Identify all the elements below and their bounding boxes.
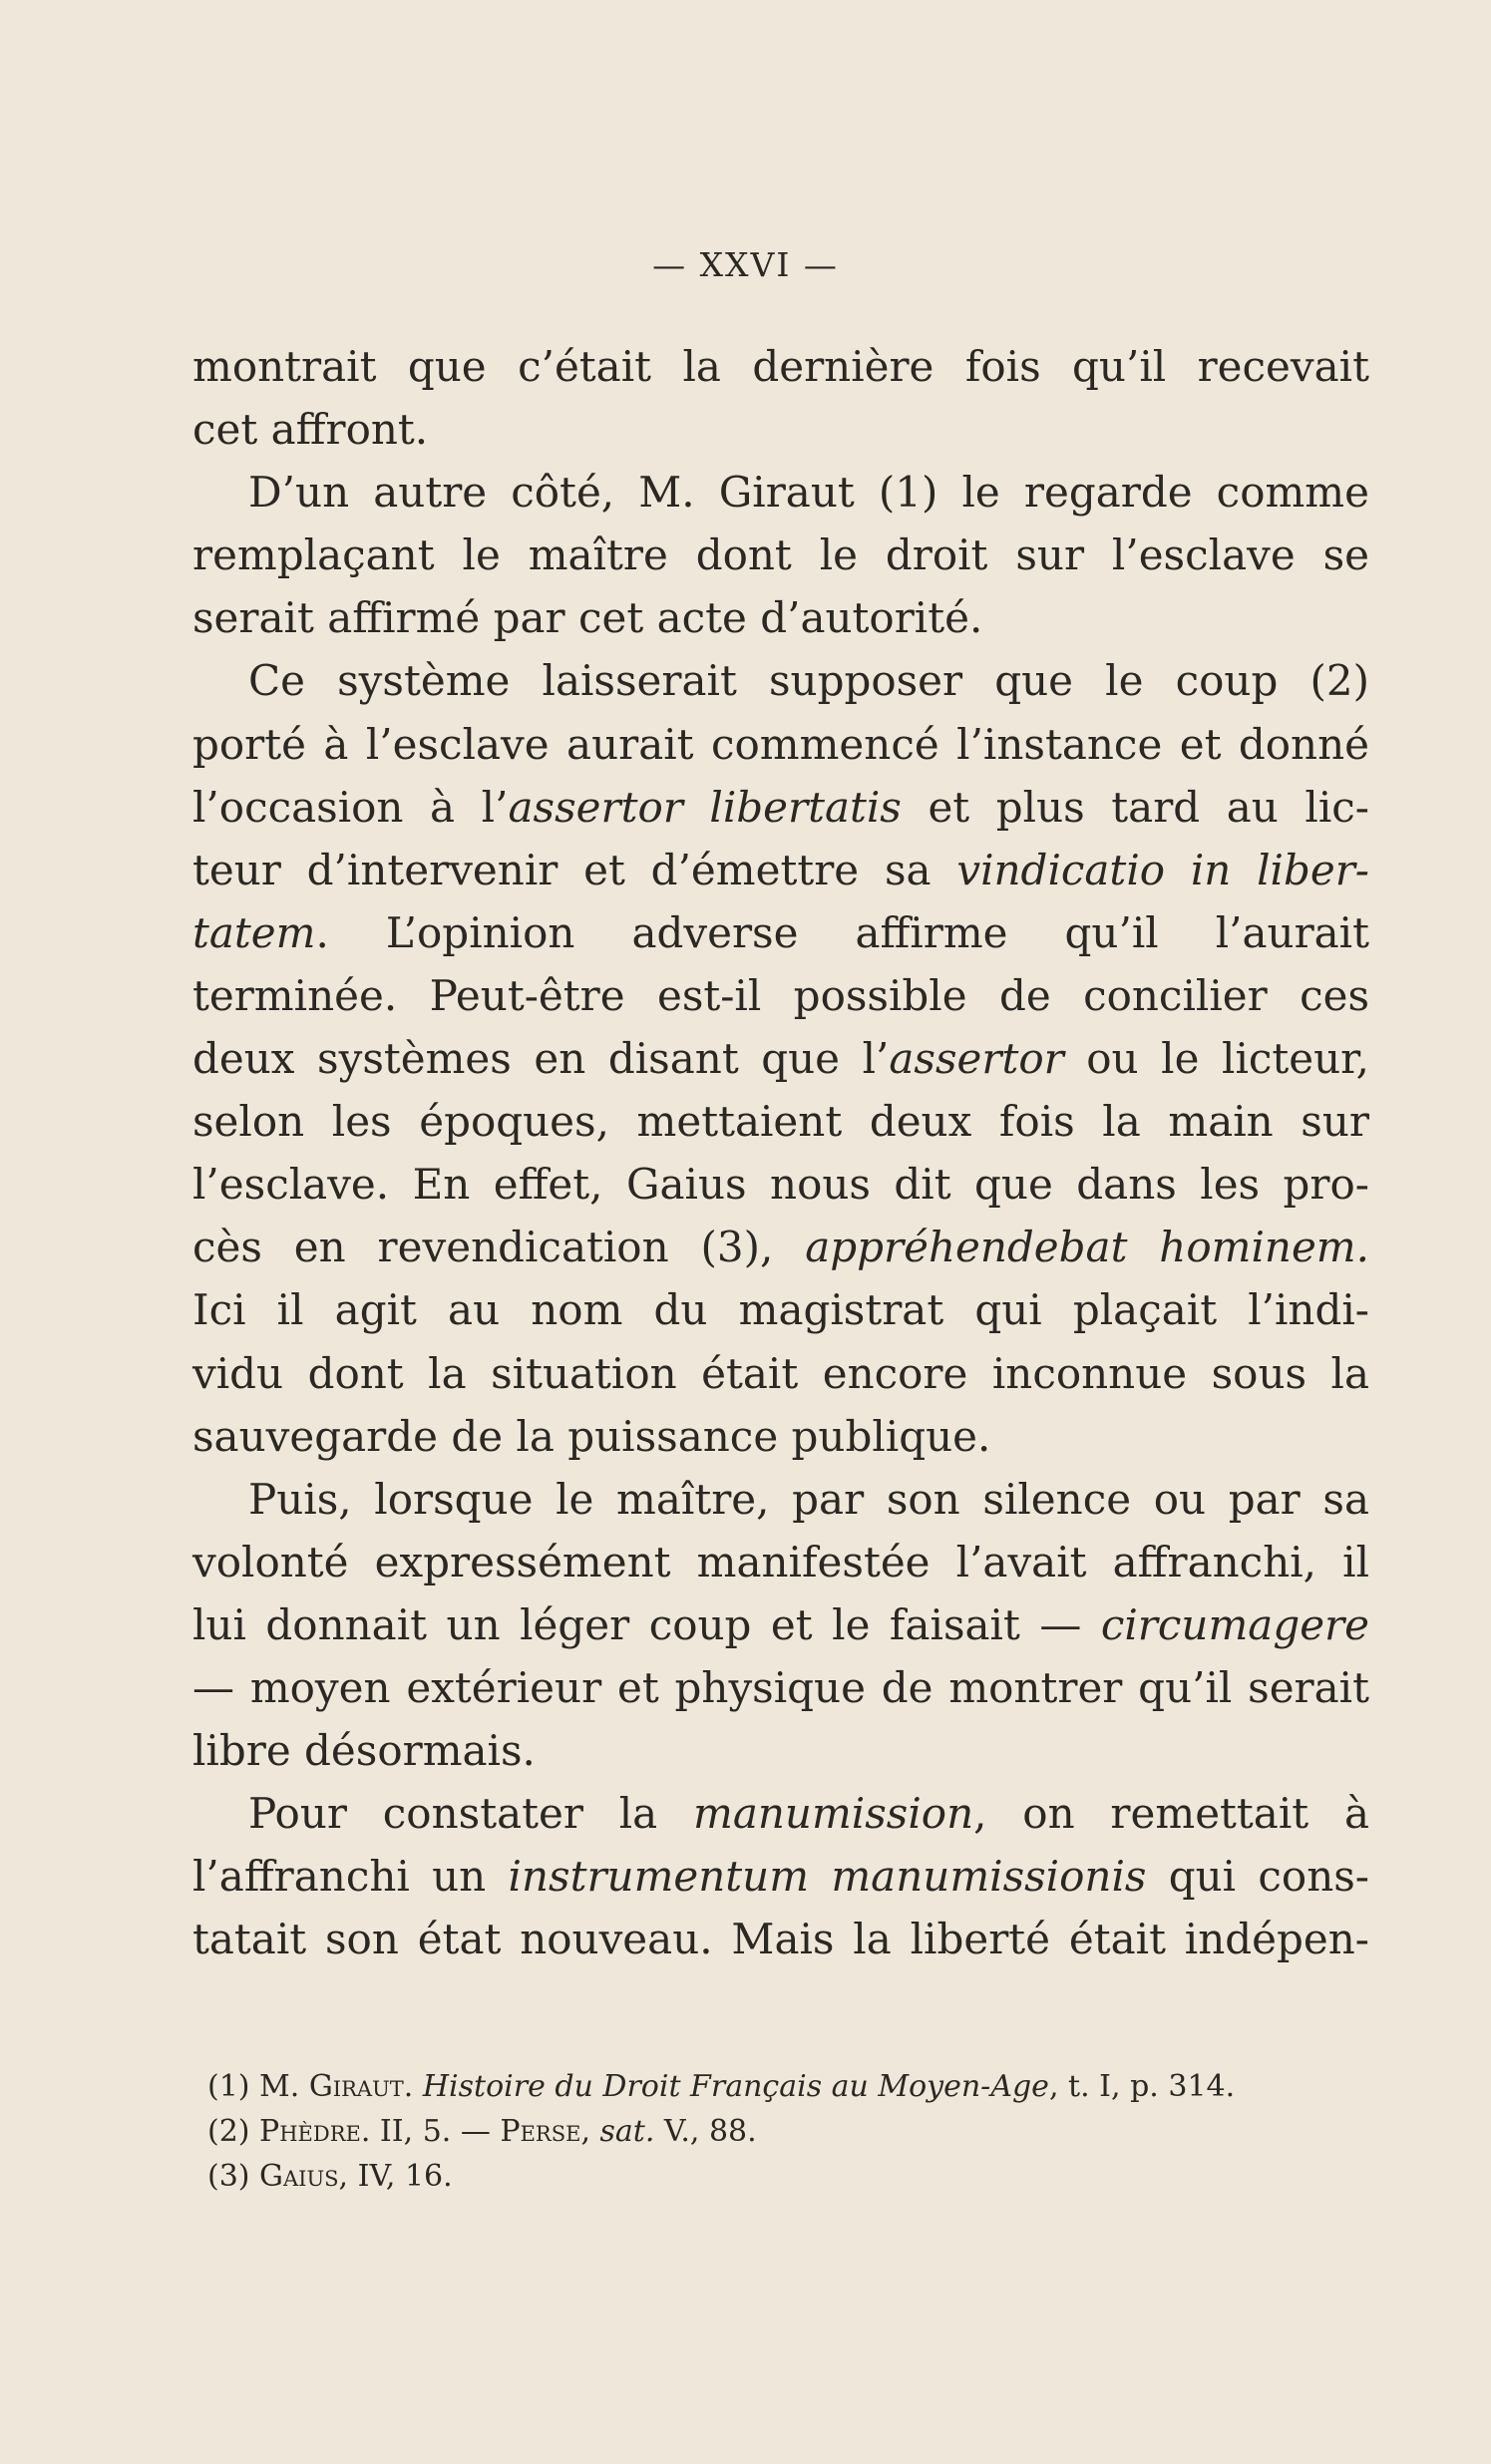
text-run: selon les époques, mettaient deux fois la main sur — [192, 1097, 1369, 1147]
text-run: libre désormais. — [192, 1726, 536, 1776]
text-line — [192, 1153, 1369, 1216]
italic-text: circumagere — [1100, 1599, 1369, 1649]
italic-text: Histoire du Droit Français au Moyen-Age — [422, 2069, 1049, 2104]
text-line — [192, 1908, 1369, 1970]
text-line — [192, 776, 1369, 839]
text-run: , IV, 16. — [338, 2159, 453, 2194]
text-run: deux systèmes en disant que l’ — [192, 1034, 890, 1084]
text-run: lui donnait un léger coup et le faisait — — [192, 1599, 1101, 1649]
footnote — [207, 2109, 1374, 2154]
text-run: (1) M. — [207, 2069, 309, 2104]
text-line — [192, 1090, 1369, 1153]
text-run: remplaçant le maître dont le droit sur l’esclave se — [192, 530, 1369, 580]
text-run: et plus tard au lic- — [901, 782, 1369, 832]
text-run: ou le licteur, — [1063, 1034, 1369, 1084]
text-run: , — [580, 2114, 600, 2149]
text-line — [192, 398, 1369, 461]
text-line — [192, 1278, 1369, 1341]
text-run: , t. I, p. 314. — [1048, 2069, 1236, 2104]
footnote — [207, 2064, 1374, 2109]
text-run: terminée. Peut-être est-il possible de concilier ces — [192, 970, 1369, 1020]
text-run: volonté expressément manifestée l’avait affranchi, il — [192, 1537, 1369, 1586]
text-line — [192, 335, 1369, 398]
text-line — [192, 1216, 1369, 1278]
body-text — [192, 335, 1369, 1970]
text-run: qui cons- — [1146, 1852, 1369, 1902]
text-line — [192, 649, 1369, 712]
italic-text: sat. — [599, 2114, 655, 2149]
text-run: l’affranchi un — [192, 1852, 509, 1902]
text-run: Ici il agit au nom du magistrat qui plaçait l’indi- — [192, 1285, 1369, 1335]
italic-text: tatem — [192, 907, 316, 957]
text-run: . L’opinion adverse affirme qu’il l’aurait — [315, 907, 1369, 957]
text-run: cès en revendication (3), — [192, 1223, 806, 1272]
text-run: l’occasion à l’ — [192, 782, 509, 832]
paragraph — [192, 649, 1369, 1467]
text-line — [192, 1845, 1369, 1908]
text-run: . II, 5. — — [360, 2114, 501, 2149]
text-run: porté à l’esclave aurait commencé l’instance et donné — [192, 719, 1369, 769]
text-run: (3) — [207, 2159, 260, 2194]
text-run: teur d’intervenir et d’émettre sa — [192, 845, 957, 894]
text-line — [192, 1468, 1369, 1531]
text-line — [192, 586, 1369, 649]
italic-text: assertor libertatis — [508, 782, 902, 832]
text-run: Pour constater la — [248, 1789, 694, 1839]
text-line — [192, 964, 1369, 1027]
text-run: V., 88. — [654, 2114, 757, 2149]
text-run: Puis, lorsque le maître, par son silence ou par sa — [248, 1474, 1369, 1524]
paragraph — [192, 1468, 1369, 1782]
text-line — [192, 1782, 1369, 1845]
text-line — [192, 1342, 1369, 1405]
author-name: Phèdre — [259, 2114, 361, 2149]
page-number-header: — XXVI — — [652, 245, 839, 284]
text-line — [192, 461, 1369, 524]
author-name: Perse — [500, 2114, 581, 2149]
text-run: montrait que c’était la dernière fois qu’il recevait — [192, 342, 1369, 391]
italic-text: instrumentum manumissionis — [508, 1852, 1147, 1902]
paragraph — [192, 335, 1369, 461]
italic-text: assertor — [889, 1034, 1064, 1084]
text-run: l’esclave. En effet, Gaius nous dit que dans les pro- — [192, 1160, 1369, 1210]
text-line — [192, 1656, 1369, 1719]
italic-text: vindicatio in liber- — [956, 845, 1369, 894]
text-line — [192, 901, 1369, 964]
text-line — [192, 1027, 1369, 1090]
paragraph — [192, 461, 1369, 649]
text-run: (2) — [207, 2114, 260, 2149]
paragraph — [192, 1782, 1369, 1970]
footnote — [207, 2154, 1374, 2199]
italic-text: appréhendebat hominem. — [805, 1223, 1369, 1272]
text-run: vidu dont la situation était encore inconnue sous la — [192, 1348, 1369, 1398]
text-run: . — [403, 2069, 423, 2104]
text-line — [192, 524, 1369, 586]
text-line — [192, 1405, 1369, 1468]
text-line — [192, 1593, 1369, 1656]
text-line — [192, 1531, 1369, 1593]
text-run: Ce système laisserait supposer que le coup (2) — [248, 656, 1369, 706]
text-line — [192, 1719, 1369, 1782]
text-run: , on remettait à — [973, 1789, 1369, 1839]
text-run: — moyen extérieur et physique de montrer qu’il serait — [192, 1662, 1369, 1712]
italic-text: manumission — [693, 1789, 974, 1839]
text-run: cet affront. — [192, 405, 429, 455]
footnotes — [207, 2064, 1374, 2199]
text-run: sauvegarde de la puissance publique. — [192, 1411, 991, 1461]
text-line — [192, 839, 1369, 901]
author-name: Giraut — [308, 2069, 404, 2104]
text-run: tatait son état nouveau. Mais la liberté était indépen- — [192, 1915, 1369, 1964]
text-line — [192, 713, 1369, 776]
text-run: serait affirmé par cet acte d’autorité. — [192, 593, 983, 643]
author-name: Gaius — [259, 2159, 339, 2194]
text-run: D’un autre côté, M. Giraut (1) le regarde comme — [248, 468, 1369, 518]
